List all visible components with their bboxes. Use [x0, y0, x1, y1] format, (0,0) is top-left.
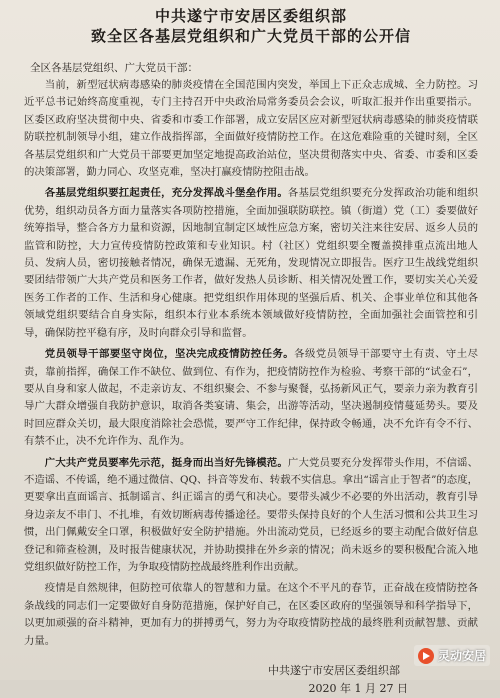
paragraph-3: 党员领导干部要坚守岗位，坚决完成疫情防控任务。各级党员领导干部要守土有责、守土尽责，靠前指挥，确保工作不缺位、做到位、有作为，把疫情防控作为检验、考察干部的“试金石”，要从自身和家人做起，不走亲访友、不组织聚会、不参与聚餐，弘扬新风正气，要亲力亲为教育引导广大群众增强自我防护意识，取消各类宴请、集会，出游等活动，坚决遏制疫情蔓延势头。要及时回应群众关切，最大限度消除社会恐慌，要严守工作纪律，保持政令畅通，决不允许有令不行、有禁不止，决不允许作为、乱作为。	[24, 346, 478, 450]
play-logo-icon	[418, 648, 434, 664]
signature-org: 中共遂宁市安居区委组织部	[24, 662, 400, 680]
paragraph-2: 各基层党组织要扛起责任，充分发挥战斗堡垒作用。各基层党组织要充分发挥政治功能和组织优势，组织动员各方面力量落实各项防控措施，全面加强联防联控。镇（街道）党（工）委要做好统筹指导，整合各方力量和资源，因地制宜制定区域性应急方案，密切关注来往安居、返乡人员的监管和防控，大力宣传疫情防控政策和专业知识。村（社区）党组织要全覆盖摸排重点流出地人员、发病人员，密切接触者情况，确保无遗漏、无死角，发现情况立即报告。医疗卫生战线党组织要团结带领广大共产党员和医务工作者，做好发热人员诊断、相关情况处置工作，要切实关心关爱医务工作者的工作、生活和身心健康。把党组织作用体现的坚强后盾、机关、企事业单位和其他各领域党组织要结合自身实际，组织本行业本系统本领域做好疫情防控，全面加强社会面管控和引导，确保防控平稳有序，及时向群众引导和监督。	[24, 185, 478, 342]
watermark-text: 灵动安居	[438, 647, 486, 664]
letter-title-line1: 中共遂宁市安居区委组织部	[24, 6, 478, 26]
salutation: 全区各基层党组织、广大党员干部：	[30, 60, 478, 77]
paragraph-1: 当前，新型冠状病毒感染的肺炎疫情在全国范围内突发，举国上下正众志成城、全力防控。习近平总书记始终高度重视，专门主持召开中央政治局常务委员会会议，听取汇报并作出重要指示。区委区政府坚决贯彻中央、省委和市委工作部署，成立安居区应对新型冠状病毒感染的肺炎疫情联防联控机制领导小组，建立作战指挥部，全面做好疫情防控工作。在这危难险重的关键时刻，全区各基层党组织和广大党员干部要更加坚定地提高政治站位，坚决贯彻落实中央、省委、市委和区委的决策部署，勤力同心、攻坚克难，坚决打赢疫情防控阻击战。	[24, 77, 478, 181]
paragraph-5: 疫情是自然规律，但防控可依靠人的智慧和力量。在这个不平凡的春节，正奋战在疫情防控各条战线的同志们一定要做好自身防范措施，保护好自己，在区委区政府的坚强领导和科学指导下，以更加顽强的奋斗精神，更加有力的拼搏勇气，努力为夺取疫情防控战的最终胜利贡献智慧、贡献力量。	[24, 580, 478, 650]
source-watermark	[414, 645, 490, 666]
signature-date: 2020 年 1 月 27 日	[24, 680, 408, 698]
paragraph-4: 广大共产党员要率先示范，挺身而出当好先锋模范。广大党员要充分发挥带头作用，不信谣、不造谣、不传谣，绝不通过微信、QQ、抖音等发布、转载不实信息。拿出“谣言止于智者”的态度，更要拿出直面谣言、抵制谣言、纠正谣言的勇气和决心。要带头减少不必要的外出活动，教育引导身边亲友不串门、不扎堆，有效切断病毒传播途径。要带头保持良好的个人生活习惯和公共卫生习惯，出门佩戴安全口罩，积极做好安全防护措施。外出流动党员，已经返乡的要主动配合做好信息登记和筛查检测，及时报告健康状况，并协助摸排在外乡亲的情况；尚未返乡的要积极配合流入地党组织做好防控工作，为争取疫情防控战最终胜利作出贡献。	[24, 455, 478, 577]
letter-title-line2: 致全区各基层党组织和广大党员干部的公开信	[24, 26, 478, 46]
